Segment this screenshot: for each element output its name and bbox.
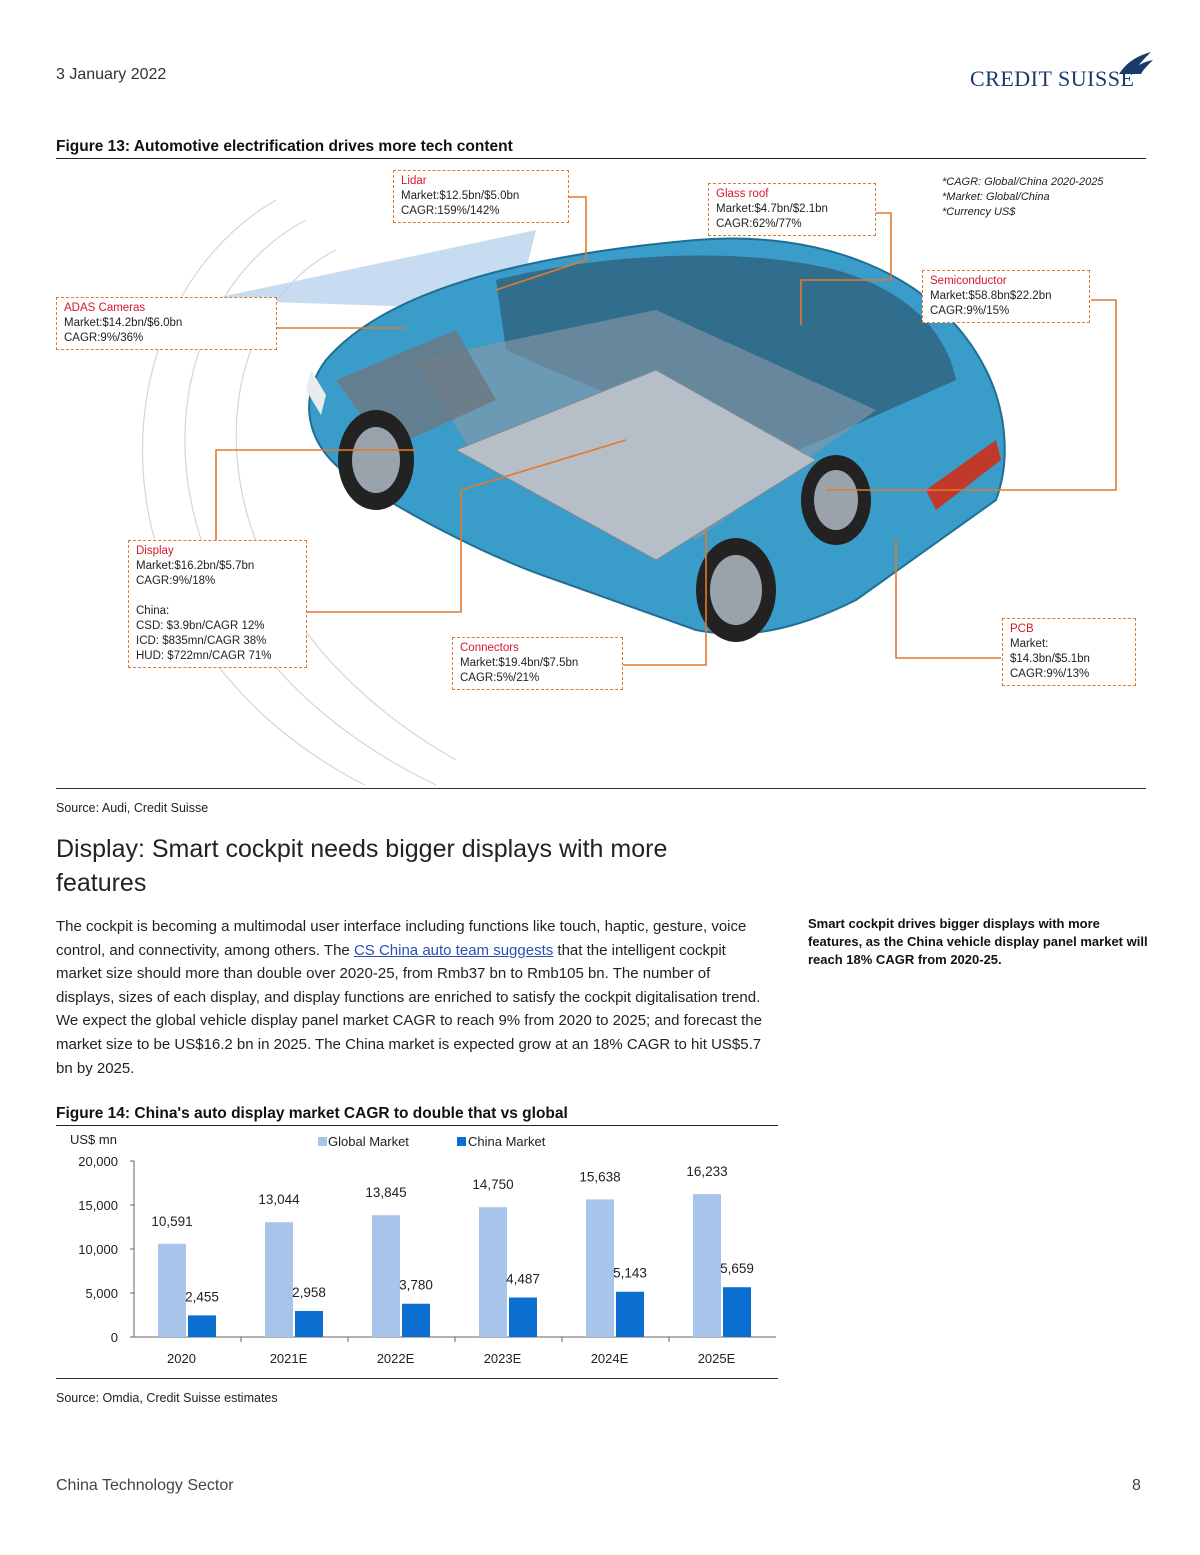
bar-global-2022E xyxy=(372,1215,400,1337)
figure-13-source: Source: Audi, Credit Suisse xyxy=(56,801,209,815)
display-callout xyxy=(128,540,307,668)
section-paragraph xyxy=(56,915,768,1080)
x-tick-label-2025E: 2025E xyxy=(697,1351,736,1366)
adas-callout xyxy=(56,297,277,350)
data-label-global-2023E: 14,750 xyxy=(472,1177,514,1193)
car-illustration xyxy=(56,160,1146,785)
x-tick-label-2021E: 2021E xyxy=(269,1351,308,1366)
data-label-global-2024E: 15,638 xyxy=(579,1169,621,1185)
y-tick-label: 10,000 xyxy=(78,1242,118,1257)
figure-14-top-rule xyxy=(56,1125,778,1126)
cs-china-auto-link[interactable]: CS China auto team suggests xyxy=(353,941,554,959)
lidar-cagr: CAGR:159%/142% xyxy=(401,205,500,217)
semiconductor-callout xyxy=(922,270,1090,323)
y-axis-label: US$ mn xyxy=(70,1132,117,1147)
display-market: Market:$16.2bn/$5.7bn xyxy=(136,560,255,572)
connectors-callout xyxy=(452,637,623,690)
glass-roof-cagr: CAGR:62%/77% xyxy=(716,218,802,230)
figure-13-bottom-rule xyxy=(56,788,1146,789)
adas-title: ADAS Cameras xyxy=(64,302,146,314)
bar-china-2021E xyxy=(295,1311,323,1337)
bar-china-2020 xyxy=(188,1315,216,1337)
connectors-cagr: CAGR:5%/21% xyxy=(460,672,540,684)
connectors-title: Connectors xyxy=(460,642,519,654)
data-label-china-2021E: 2,958 xyxy=(292,1284,326,1300)
pcb-market-label: Market: xyxy=(1010,638,1049,650)
data-label-china-2020: 2,455 xyxy=(185,1289,219,1305)
semiconductor-cagr: CAGR:9%/15% xyxy=(930,305,1010,317)
credit-suisse-logo xyxy=(965,52,1155,92)
display-csd: CSD: $3.9bn/CAGR 12% xyxy=(136,620,265,632)
pcb-cagr: CAGR:9%/13% xyxy=(1010,668,1090,680)
bar-china-2024E xyxy=(616,1292,644,1337)
lidar-market: Market:$12.5bn/$5.0bn xyxy=(401,190,520,202)
bar-china-2025E xyxy=(723,1287,751,1337)
adas-market: Market:$14.2bn/$6.0bn xyxy=(64,317,183,329)
bar-china-2023E xyxy=(509,1298,537,1337)
data-label-global-2022E: 13,845 xyxy=(365,1185,407,1201)
display-cagr: CAGR:9%/18% xyxy=(136,575,216,587)
glass-roof-market: Market:$4.7bn/$2.1bn xyxy=(716,203,828,215)
semiconductor-market: Market:$58.8bn$22.2bn xyxy=(930,290,1052,302)
page-number: 8 xyxy=(1132,1477,1141,1494)
bar-global-2024E xyxy=(586,1199,614,1337)
pcb-market: $14.3bn/$5.1bn xyxy=(1010,653,1090,665)
connectors-market: Market:$19.4bn/$7.5bn xyxy=(460,657,579,669)
figure-14-title: Figure 14: China's auto display market CAGR to double that vs global xyxy=(56,1105,568,1122)
lidar-title: Lidar xyxy=(401,175,427,187)
data-label-global-2025E: 16,233 xyxy=(686,1164,728,1180)
pcb-callout xyxy=(1002,618,1136,686)
report-date: 3 January 2022 xyxy=(56,66,167,83)
lidar-callout xyxy=(393,170,569,223)
x-tick-label-2023E: 2023E xyxy=(483,1351,522,1366)
note-cagr: *CAGR: Global/China 2020-2025 xyxy=(942,176,1104,188)
display-hud: HUD: $722mn/CAGR 71% xyxy=(136,650,272,662)
paragraph-text-2: that the intelligent cockpit market size should more than double over 2020-25, from Rmb37 bn to Rmb105 bn. The number of displays, sizes of each display, and display functions are enriched to satisfy the cockpit digitalisation trend. We expect the global vehicle display panel market CAGR to reach 9% from 2020 to 2025; and forecast the market size to be US$16.2 bn in 2025. The China market is expected grow at an 18% CAGR to hit US$5.7 bn by 2025. xyxy=(56,941,762,1077)
display-title: Display xyxy=(136,545,174,557)
data-label-global-2021E: 13,044 xyxy=(258,1192,300,1208)
data-label-china-2022E: 3,780 xyxy=(399,1277,433,1293)
figure-13-top-rule xyxy=(56,158,1146,159)
y-tick-label: 20,000 xyxy=(78,1154,118,1169)
y-tick-label: 15,000 xyxy=(78,1198,118,1213)
pcb-title: PCB xyxy=(1010,623,1034,635)
figure-13-title: Figure 13: Automotive electrification drives more tech content xyxy=(56,138,513,155)
note-currency: *Currency US$ xyxy=(942,206,1016,218)
note-market: *Market: Global/China xyxy=(942,191,1050,203)
legend-china-label: China Market xyxy=(468,1134,546,1149)
x-tick-label-2024E: 2024E xyxy=(590,1351,629,1366)
adas-cagr: CAGR:9%/36% xyxy=(64,332,144,344)
data-label-global-2020: 10,591 xyxy=(151,1213,193,1229)
footer-sector: China Technology Sector xyxy=(56,1477,234,1494)
semiconductor-title: Semiconductor xyxy=(930,275,1007,287)
y-tick-label: 0 xyxy=(110,1330,118,1345)
glass-roof-title: Glass roof xyxy=(716,188,769,200)
sidenote: Smart cockpit drives bigger displays with more features, as the China vehicle display panel market will reach 18% CAGR from 2020-25. xyxy=(808,916,1148,967)
bar-global-2021E xyxy=(265,1222,293,1337)
bar-global-2025E xyxy=(693,1194,721,1337)
legend-global-label: Global Market xyxy=(328,1134,409,1149)
bar-global-2023E xyxy=(479,1207,507,1337)
bar-china-2022E xyxy=(402,1304,430,1337)
figure-14-bottom-rule xyxy=(56,1378,778,1379)
display-market-chart xyxy=(56,1127,778,1377)
legend xyxy=(318,1134,546,1149)
display-china-label: China: xyxy=(136,605,170,617)
section-heading: Display: Smart cockpit needs bigger displays with more features xyxy=(56,835,668,897)
figure-14-source: Source: Omdia, Credit Suisse estimates xyxy=(56,1391,278,1405)
x-tick-label-2020: 2020 xyxy=(167,1351,196,1366)
paragraph-text-1: The cockpit is becoming a multimodal user interface including functions like touch, haptic, gesture, voice control, and connectivity, among others. The xyxy=(56,918,747,959)
data-label-china-2025E: 5,659 xyxy=(720,1261,754,1277)
y-tick-label: 5,000 xyxy=(85,1286,118,1301)
x-tick-label-2022E: 2022E xyxy=(376,1351,415,1366)
display-icd: ICD: $835mn/CAGR 38% xyxy=(136,635,267,647)
data-label-china-2024E: 5,143 xyxy=(613,1265,647,1281)
figure-13-notes xyxy=(942,175,1103,220)
logo-wordmark: CREDIT SUISSE xyxy=(970,66,1135,91)
legend-china-swatch xyxy=(457,1137,466,1146)
data-label-china-2023E: 4,487 xyxy=(506,1271,540,1287)
glass-roof-callout xyxy=(708,183,876,236)
bar-global-2020 xyxy=(158,1244,186,1337)
legend-global-swatch xyxy=(318,1137,327,1146)
